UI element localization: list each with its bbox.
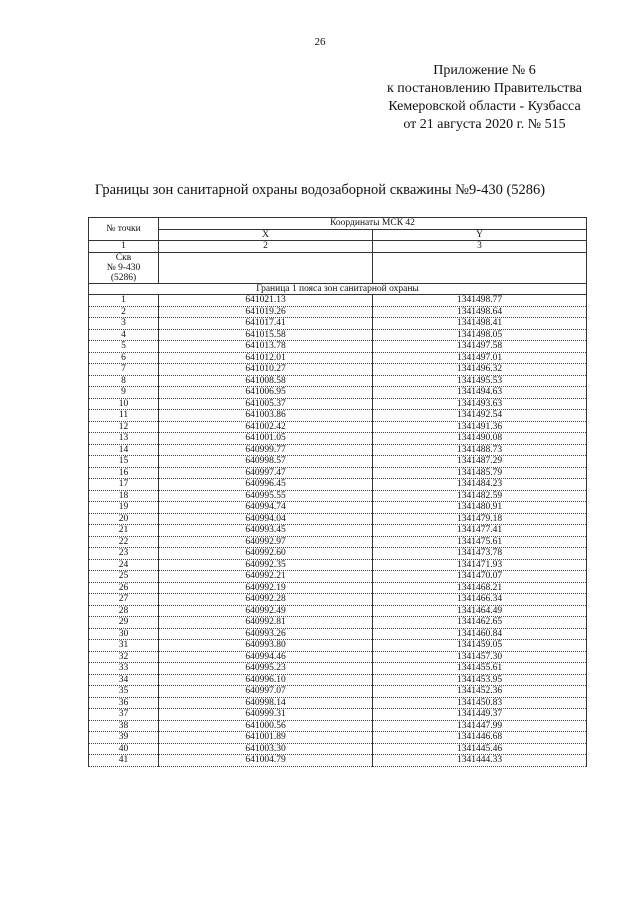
table-row [89,375,587,387]
table-row [89,743,587,755]
y-coordinate-cell: 1341490.08 [373,433,587,445]
table-row [89,536,587,548]
x-coordinate-cell: 641019.26 [159,306,373,318]
point-number-cell: 36 [89,697,159,709]
table-row [89,674,587,686]
y-coordinate-cell: 1341485.79 [373,467,587,479]
table-row [89,697,587,709]
y-coordinate-cell: 1341473.78 [373,548,587,560]
x-coordinate-cell: 640994.74 [159,502,373,514]
y-coordinate-cell: 1341491.36 [373,421,587,433]
x-coordinate-cell: 640993.45 [159,525,373,537]
point-number-cell: 10 [89,398,159,410]
x-coordinate-cell: 640999.31 [159,709,373,721]
point-number-cell: 19 [89,502,159,514]
point-number-cell: 34 [89,674,159,686]
y-coordinate-cell: 1341498.41 [373,318,587,330]
y-coordinate-cell: 1341449.37 [373,709,587,721]
coordinate-rows [89,295,587,767]
point-number-cell: 8 [89,375,159,387]
point-number-cell: 23 [89,548,159,560]
y-coordinate-cell: 1341457.30 [373,651,587,663]
well-label-line-2: № 9-430 [106,262,141,273]
table-row [89,548,587,560]
point-number-cell: 1 [89,295,159,307]
x-coordinate-cell: 641003.30 [159,743,373,755]
table-row [89,571,587,583]
header-y: Y [373,229,587,241]
point-number-cell: 32 [89,651,159,663]
y-coordinate-cell: 1341455.61 [373,663,587,675]
x-coordinate-cell: 640995.23 [159,663,373,675]
point-number-cell: 12 [89,421,159,433]
point-number-cell: 17 [89,479,159,491]
x-coordinate-cell: 640998.57 [159,456,373,468]
x-coordinate-cell: 641013.78 [159,341,373,353]
page-number: 26 [314,36,326,48]
point-number-cell: 16 [89,467,159,479]
table-row [89,410,587,422]
appendix-line-2: к постановлению Правительства [386,81,582,96]
table-row [89,605,587,617]
y-coordinate-cell: 1341447.99 [373,720,587,732]
y-coordinate-cell: 1341495.53 [373,375,587,387]
point-number-cell: 21 [89,525,159,537]
y-coordinate-cell: 1341498.77 [373,295,587,307]
point-number-cell: 3 [89,318,159,330]
x-coordinate-cell: 640992.35 [159,559,373,571]
x-coordinate-cell: 640992.21 [159,571,373,583]
point-number-cell: 28 [89,605,159,617]
x-coordinate-cell: 641001.05 [159,433,373,445]
point-number-cell: 9 [89,387,159,399]
x-coordinate-cell: 641012.01 [159,352,373,364]
x-coordinate-cell: 640994.46 [159,651,373,663]
y-coordinate-cell: 1341493.63 [373,398,587,410]
point-number-cell: 41 [89,755,159,767]
table-row [89,594,587,606]
table-row [89,628,587,640]
point-number-cell: 15 [89,456,159,468]
point-number-cell: 4 [89,329,159,341]
point-number-cell: 31 [89,640,159,652]
table-row [89,732,587,744]
y-coordinate-cell: 1341497.01 [373,352,587,364]
y-coordinate-cell: 1341482.59 [373,490,587,502]
x-coordinate-cell: 641010.27 [159,364,373,376]
x-coordinate-cell: 640992.19 [159,582,373,594]
y-coordinate-cell: 1341475.61 [373,536,587,548]
x-coordinate-cell: 641002.42 [159,421,373,433]
coordinates-table [88,217,587,767]
point-number-cell: 33 [89,663,159,675]
point-number-cell: 37 [89,709,159,721]
table-row [89,663,587,675]
appendix-line-1: Приложение № 6 [433,63,536,78]
y-coordinate-cell: 1341484.23 [373,479,587,491]
x-coordinate-cell: 641005.37 [159,398,373,410]
well-x-empty [159,252,373,283]
x-coordinate-cell: 640992.49 [159,605,373,617]
table-row [89,755,587,767]
x-coordinate-cell: 641004.79 [159,755,373,767]
table-row [89,444,587,456]
table-row [89,709,587,721]
y-coordinate-cell: 1341450.83 [373,697,587,709]
x-coordinate-cell: 640992.60 [159,548,373,560]
x-coordinate-cell: 640993.26 [159,628,373,640]
point-number-cell: 25 [89,571,159,583]
table-row [89,502,587,514]
x-coordinate-cell: 640992.28 [159,594,373,606]
table-row [89,318,587,330]
point-number-cell: 13 [89,433,159,445]
y-coordinate-cell: 1341496.32 [373,364,587,376]
x-coordinate-cell: 641015.58 [159,329,373,341]
point-number-cell: 22 [89,536,159,548]
x-coordinate-cell: 640995.55 [159,490,373,502]
header-coordinates: Координаты МСК 42 [159,218,587,230]
table-row [89,364,587,376]
table-row [89,490,587,502]
y-coordinate-cell: 1341466.34 [373,594,587,606]
point-number-cell: 7 [89,364,159,376]
x-coordinate-cell: 641021.13 [159,295,373,307]
column-number-1: 1 [89,241,159,253]
header-point-number: № точки [89,218,159,241]
y-coordinate-cell: 1341470.07 [373,571,587,583]
appendix-line-4: от 21 августа 2020 г. № 515 [403,117,566,132]
column-number-2: 2 [159,241,373,253]
table-row [89,421,587,433]
table-row [89,295,587,307]
x-coordinate-cell: 641001.89 [159,732,373,744]
x-coordinate-cell: 641003.86 [159,410,373,422]
x-coordinate-cell: 640996.10 [159,674,373,686]
zone-label: Граница 1 пояса зон санитарной охраны [89,283,587,295]
x-coordinate-cell: 640996.45 [159,479,373,491]
y-coordinate-cell: 1341480.91 [373,502,587,514]
table-row [89,720,587,732]
point-number-cell: 6 [89,352,159,364]
table-row [89,479,587,491]
y-coordinate-cell: 1341445.46 [373,743,587,755]
table-row [89,341,587,353]
y-coordinate-cell: 1341468.21 [373,582,587,594]
point-number-cell: 18 [89,490,159,502]
y-coordinate-cell: 1341446.68 [373,732,587,744]
point-number-cell: 26 [89,582,159,594]
table-row [89,582,587,594]
x-coordinate-cell: 640994.04 [159,513,373,525]
x-coordinate-cell: 640997.07 [159,686,373,698]
point-number-cell: 39 [89,732,159,744]
point-number-cell: 20 [89,513,159,525]
header-x: X [159,229,373,241]
y-coordinate-cell: 1341444.33 [373,755,587,767]
y-coordinate-cell: 1341494.63 [373,387,587,399]
well-label-line-1: Скв [115,252,132,263]
y-coordinate-cell: 1341460.84 [373,628,587,640]
table-row [89,433,587,445]
point-number-cell: 11 [89,410,159,422]
appendix-block [387,62,582,134]
x-coordinate-cell: 641006.95 [159,387,373,399]
y-coordinate-cell: 1341497.58 [373,341,587,353]
x-coordinate-cell: 640999.77 [159,444,373,456]
column-number-3: 3 [373,241,587,253]
y-coordinate-cell: 1341488.73 [373,444,587,456]
table-row [89,651,587,663]
table-row [89,640,587,652]
table-row [89,525,587,537]
point-number-cell: 35 [89,686,159,698]
table-row [89,559,587,571]
table-row [89,387,587,399]
table-row [89,398,587,410]
table-row [89,513,587,525]
point-number-cell: 30 [89,628,159,640]
y-coordinate-cell: 1341464.49 [373,605,587,617]
y-coordinate-cell: 1341479.18 [373,513,587,525]
well-y-empty [373,252,587,283]
point-number-cell: 14 [89,444,159,456]
y-coordinate-cell: 1341462.65 [373,617,587,629]
x-coordinate-cell: 640998.14 [159,697,373,709]
appendix-line-3: Кемеровской области - Кузбасса [388,99,581,114]
well-label [89,252,159,283]
table-row [89,329,587,341]
well-label-line-3: (5286) [110,272,137,283]
table-row [89,686,587,698]
x-coordinate-cell: 641017.41 [159,318,373,330]
table-row [89,352,587,364]
point-number-cell: 38 [89,720,159,732]
x-coordinate-cell: 640997.47 [159,467,373,479]
table-row [89,456,587,468]
point-number-cell: 24 [89,559,159,571]
x-coordinate-cell: 640993.80 [159,640,373,652]
y-coordinate-cell: 1341498.05 [373,329,587,341]
point-number-cell: 27 [89,594,159,606]
y-coordinate-cell: 1341477.41 [373,525,587,537]
point-number-cell: 29 [89,617,159,629]
table-row [89,467,587,479]
x-coordinate-cell: 641000.56 [159,720,373,732]
y-coordinate-cell: 1341498.64 [373,306,587,318]
y-coordinate-cell: 1341452.36 [373,686,587,698]
table-row [89,306,587,318]
table-row [89,617,587,629]
y-coordinate-cell: 1341471.93 [373,559,587,571]
point-number-cell: 40 [89,743,159,755]
point-number-cell: 5 [89,341,159,353]
x-coordinate-cell: 640992.81 [159,617,373,629]
document-title: Границы зон санитарной охраны водозаборной скважины №9-430 (5286) [94,182,546,198]
point-number-cell: 2 [89,306,159,318]
y-coordinate-cell: 1341453.95 [373,674,587,686]
x-coordinate-cell: 641008.58 [159,375,373,387]
y-coordinate-cell: 1341459.05 [373,640,587,652]
y-coordinate-cell: 1341487.29 [373,456,587,468]
y-coordinate-cell: 1341492.54 [373,410,587,422]
x-coordinate-cell: 640992.97 [159,536,373,548]
